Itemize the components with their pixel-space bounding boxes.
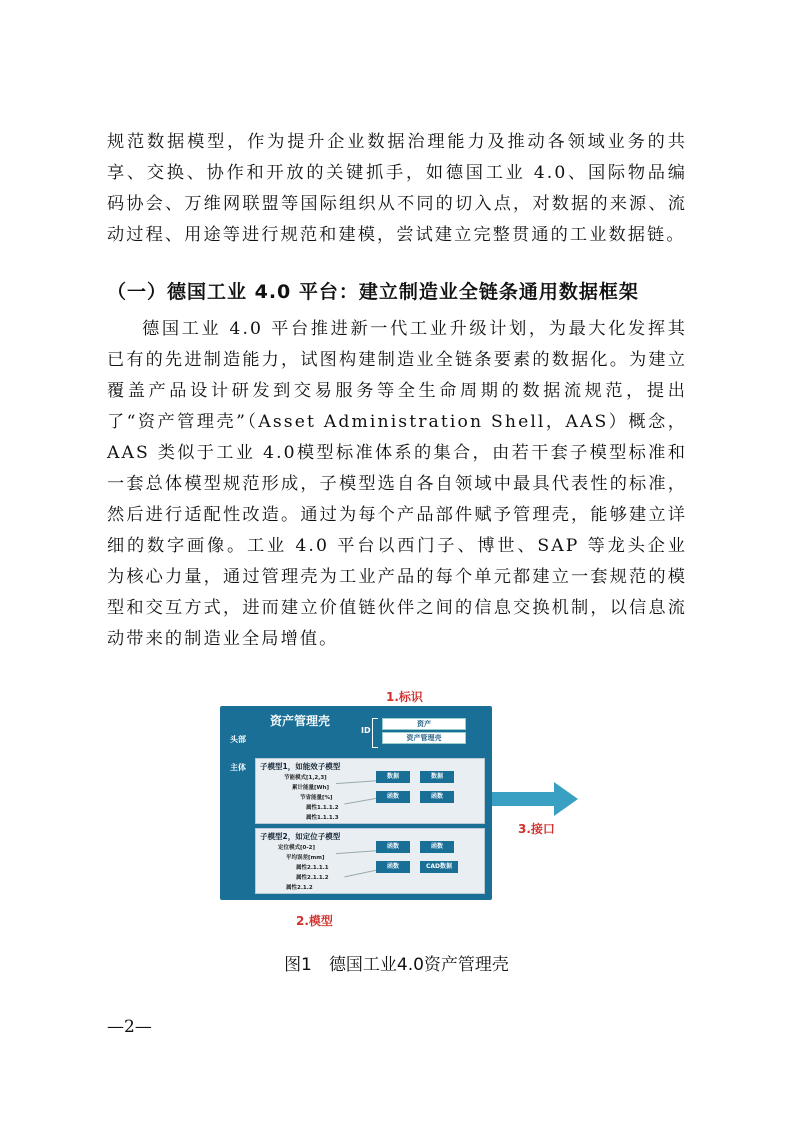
page-number: —2— [107, 1017, 152, 1037]
asset-administration-shell-figure [220, 682, 580, 928]
id-item-shell: 资产管理壳 [382, 732, 466, 744]
id-item-asset: 资产 [382, 718, 466, 730]
submodel-2-prop: 属性2.1.2 [286, 885, 313, 891]
submodel-1-prop: 节能模式[1,2,3] [284, 775, 327, 781]
submodel-1-prop: 累计能量[Wh] [292, 785, 330, 791]
submodel-1-panel [255, 758, 485, 824]
body-paragraph: 德国工业 4.0 平台推进新一代工业升级计划，为最大化发挥其已有的先进制造能力，试图构建制造业全链条要素的数据化。为建立覆盖产品设计研发到交易服务等全生命周期的数据流规范，提出了“资产管理壳”（Asset Administration Shell，AAS）概念，AAS 类似于工业 4.0模型标准体系的集合，由若干套子模型标准和一套总体模型规范形成，子模型选自各自领域中最具代表性的标准，然后进行适配性改造。通过为每个产品部件赋予管理壳，能够建立详细的数字画像。工业 4.0 平台以西门子、博世、SAP 等龙头企业为核心力量，通过管理壳为工业产品的每个单元都建立一套规范的模型和交互方式，进而建立价值链伙伴之间的信息交换机制，以信息流动带来的制造业全局增值。 [107, 319, 687, 649]
section-heading: （一）德国工业 4.0 平台：建立制造业全链条通用数据框架 [107, 281, 639, 303]
function-chip: 函数 [420, 791, 454, 803]
identification-label: 1.标识 [386, 690, 423, 704]
function-chip: 函数 [376, 791, 410, 803]
intro-paragraph: 规范数据模型，作为提升企业数据治理能力及推动各领域业务的共享、交换、协作和开放的关键抓手，如德国工业 4.0、国际物品编码协会、万维网联盟等国际组织从不同的切入点，对数据的来源、流动过程、用途等进行规范和建模，尝试建立完整贯通的工业数据链。 [107, 132, 687, 245]
cad-data-chip: CAD数据 [420, 861, 458, 873]
submodel-1-prop: 节省能量[%] [300, 795, 333, 801]
id-label: ID [361, 726, 371, 735]
shell-box [220, 706, 492, 900]
shell-title: 资产管理壳 [270, 714, 331, 728]
function-chip: 函数 [376, 861, 410, 873]
interface-label: 3.接口 [518, 822, 555, 836]
submodel-1-prop: 属性1.1.1.3 [306, 815, 339, 821]
data-chip: 数据 [420, 771, 454, 783]
body-label: 主体 [230, 763, 246, 772]
submodel-2-prop: 平均误差[mm] [286, 855, 325, 861]
data-chip: 数据 [376, 771, 410, 783]
submodel-2-title: 子模型2，如定位子模型 [260, 832, 341, 841]
interface-arrow-icon [492, 782, 578, 816]
submodel-2-prop: 属性2.1.1.1 [296, 865, 329, 871]
submodel-2-panel [255, 828, 485, 894]
model-label: 2.模型 [296, 914, 333, 928]
submodel-1-prop: 属性1.1.1.2 [306, 805, 339, 811]
function-chip: 函数 [376, 841, 410, 853]
submodel-2-prop: 属性2.1.1.2 [296, 875, 329, 881]
submodel-2-prop: 定位模式[0-2] [278, 845, 315, 851]
header-label: 头部 [230, 735, 246, 744]
submodel-1-title: 子模型1，如能效子模型 [260, 762, 341, 771]
id-bracket [372, 718, 378, 748]
function-chip: 函数 [420, 841, 454, 853]
figure-caption: 图1 德国工业4.0资产管理壳 [284, 955, 509, 975]
